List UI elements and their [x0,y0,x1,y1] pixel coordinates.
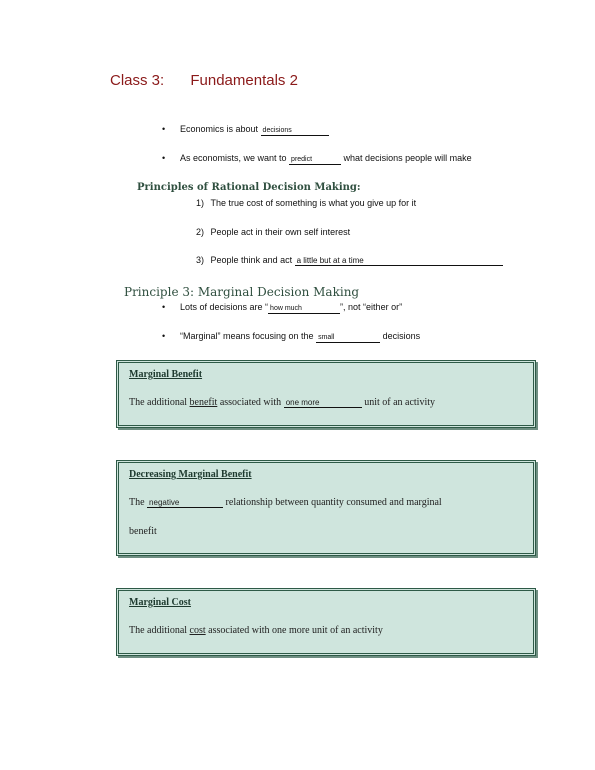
class-number: Class 3: [110,72,165,89]
bullet-icon: • [162,331,166,341]
bullet-icon: • [162,124,166,134]
box-text-line2: benefit [129,526,157,537]
class-name: Fundamentals 2 [190,72,298,89]
box-text: The negative relationship between quantity consumed and marginal [129,497,442,508]
box-title: Marginal Cost [129,597,191,608]
box-text: The additional cost associated with one more unit of an activity [129,625,383,636]
list-item-1: 1) The true cost of something is what you give up for it [196,198,417,208]
fill-blank: decisions [261,127,329,136]
fill-blank: one more [284,398,362,408]
section-heading-principle3: Principle 3: Marginal Decision Making [124,285,360,299]
bullet-economics: • Economics is about decisions [180,124,329,136]
fill-blank: predict [289,156,341,165]
bullet-icon: • [162,302,166,312]
definition-box-marginal-benefit [116,360,536,428]
page-title [110,72,298,89]
fill-blank: small [316,334,380,343]
fill-blank: a little but at a time [295,256,503,266]
bullet-how-much: • Lots of decisions are “ how much ”, not “either or” [162,302,403,312]
bullet-predict: • As economists, we want to predict what decisions people will make [162,153,472,163]
box-title: Decreasing Marginal Benefit [129,469,252,480]
box-title: Marginal Benefit [129,369,203,380]
fill-blank: how much [268,305,340,314]
bullet-marginal: • “Marginal” means focusing on the small decisions [162,331,421,341]
definition-box-marginal-cost [116,588,536,656]
section-heading-rational: Principles of Rational Decision Making: [137,182,361,193]
bullet-icon: • [162,153,166,163]
fill-blank: negative [147,498,223,508]
box-text: The additional benefit associated with one more unit of an activity [129,397,436,408]
list-item-2: 2) People act in their own self interest [196,227,351,237]
list-item-3: 3) People think and act a little but at a time [196,255,503,266]
definition-box-decreasing-marginal-benefit [116,460,536,556]
